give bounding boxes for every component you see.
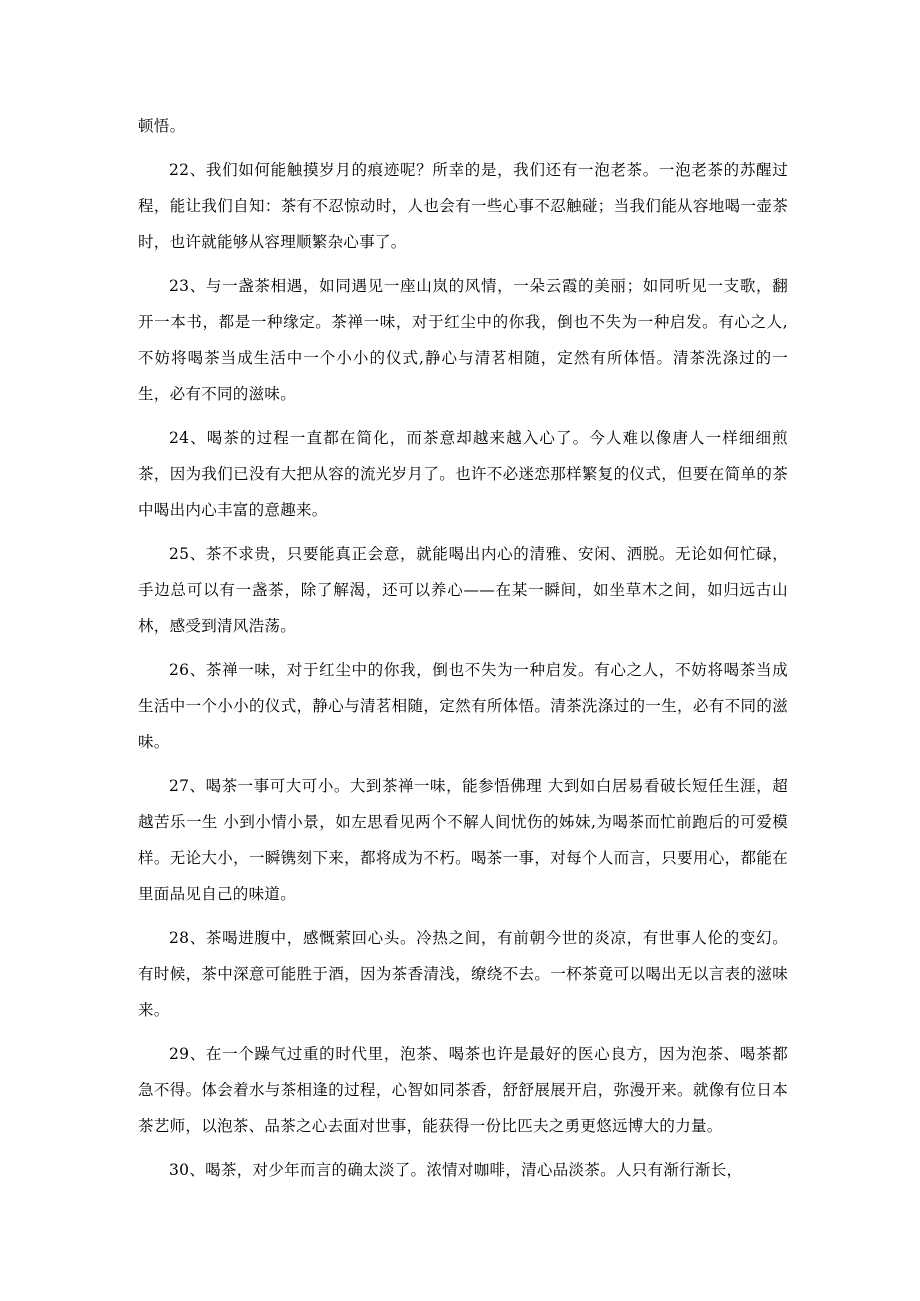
paragraph-22: 22、我们如何能触摸岁月的痕迹呢？所幸的是，我们还有一泡老茶。一泡老茶的苏醒过程，能让我们自知：茶有不忍惊动时，人也会有一些心事不忍触碰；当我们能从容地喝一壶茶时，也许就能够从容理顺繁杂心事了。: [138, 161, 788, 251]
paragraph-25: 25、茶不求贵，只要能真正会意，就能喝出内心的清雅、安闲、洒脱。无论如何忙碌，手边总可以有一盏茶，除了解渴，还可以养心——在某一瞬间，如坐草木之间，如归远古山林，感受到清风浩荡。: [138, 545, 788, 635]
paragraph-27: 27、喝茶一事可大可小。大到茶禅一味，能参悟佛理 大到如白居易看破长短任生涯，超越苦乐一生 小到小情小景，如左思看见两个不解人间忧伤的姊妹,为喝茶而忙前跑后的可爱模样。无论大小，一瞬镌刻下来，都将成为不朽。喝茶一事，对每个人而言，只要用心，都能在里面品见自己的味道。: [138, 777, 788, 903]
paragraph-29: 29、在一个躁气过重的时代里，泡茶、喝茶也许是最好的医心良方，因为泡茶、喝茶都急不得。体会着水与茶相逢的过程，心智如同茶香，舒舒展展开启，弥漫开来。就像有位日本茶艺师，以泡茶、品茶之心去面对世事，能获得一份比匹夫之勇更悠远博大的力量。: [138, 1045, 788, 1135]
paragraph-28: 28、茶喝进腹中，感慨萦回心头。冷热之间，有前朝今世的炎凉，有世事人伦的变幻。有时候，茶中深意可能胜于酒，因为茶香清浅，缭绕不去。一杯茶竟可以喝出无以言表的滋味来。: [138, 929, 788, 1019]
paragraph-24: 24、喝茶的过程一直都在简化，而茶意却越来越入心了。今人难以像唐人一样细细煎茶，因为我们已没有大把从容的流光岁月了。也许不必迷恋那样繁复的仪式，但要在简单的茶中喝出内心丰富的意趣来。: [138, 429, 788, 519]
paragraph-23: 23、与一盏茶相遇，如同遇见一座山岚的风情，一朵云霞的美丽；如同听见一支歌，翻开一本书，都是一种缘定。茶禅一味，对于红尘中的你我，倒也不失为一种启发。有心之人,不妨将喝茶当成生活中一个小小的仪式,静心与清茗相随，定然有所体悟。清茶洗涤过的一生，必有不同的滋味。: [138, 277, 788, 403]
document-page: [138, 108, 788, 1196]
paragraph-26: 26、茶禅一味，对于红尘中的你我，倒也不失为一种启发。有心之人，不妨将喝茶当成生活中一个小小的仪式，静心与清茗相随，定然有所体悟。清茶洗涤过的一生，必有不同的滋味。: [138, 661, 788, 751]
paragraph-0: 顿悟。: [138, 117, 186, 135]
paragraph-30: 30、喝茶，对少年而言的确太淡了。浓情对咖啡，清心品淡茶。人只有渐行渐长，: [169, 1161, 743, 1179]
